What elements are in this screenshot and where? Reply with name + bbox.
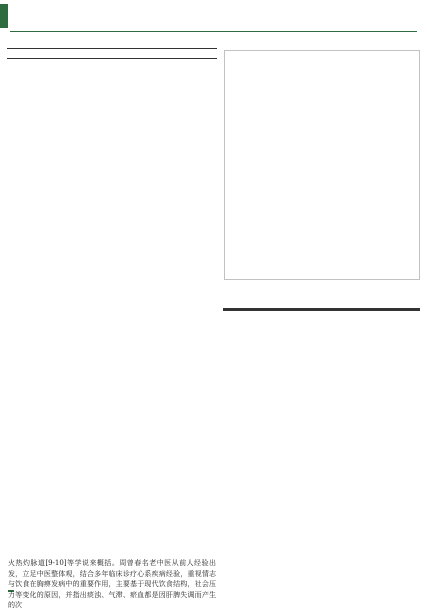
header-rule — [10, 31, 417, 32]
table4-cell — [251, 310, 420, 311]
header-accent-bar — [0, 4, 8, 28]
table3 — [7, 48, 217, 59]
page-header — [0, 0, 427, 32]
paragraph: 火热灼脉道[9-10]等学说来概括。周曾春名老中医从前人经验出发，立足中医整体观，结合多年临床诊疗心系疾病经验，重视情志与饮食在胸痹发病中的重要作用，主要基于现代饮食结构，社会压力等变化的原因，并指出痰浊、气滞、瘀血都是因肝脾失调而产生的次 — [8, 559, 216, 610]
table3-header — [110, 49, 167, 59]
table3-header — [39, 49, 110, 59]
table4-cell — [223, 310, 251, 311]
table4 — [223, 308, 420, 311]
table-row — [223, 310, 420, 311]
dendrogram-frame — [225, 51, 420, 280]
table3-header — [167, 49, 217, 59]
table3-header — [7, 49, 39, 59]
figure5-dendrogram — [224, 50, 420, 280]
body-text-left-visible — [8, 558, 216, 610]
figure4-network — [10, 406, 210, 546]
